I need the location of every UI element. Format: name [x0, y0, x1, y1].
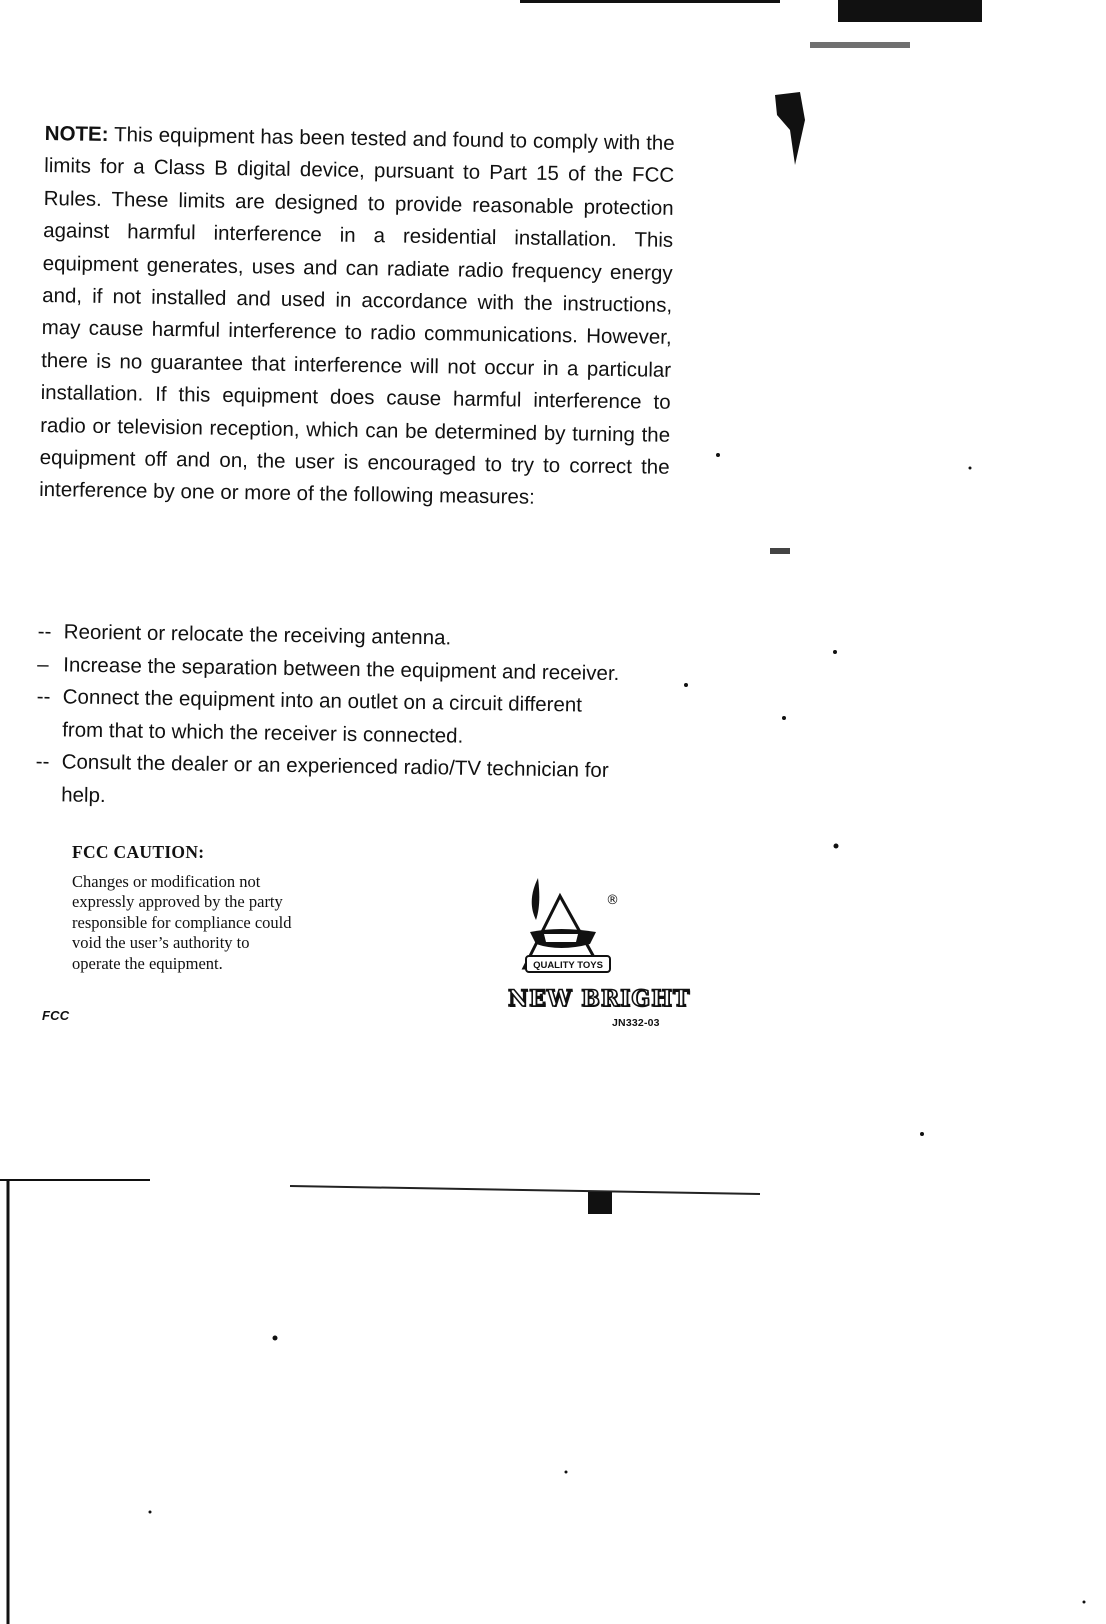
note-body: This equipment has been tested and found to comply with the limits for a Class B digital device, pursuant to Part 15 of the FCC Rules. These limits are designed to provide reasonable protection against harmful interference in a residential installation. This equipment generates, uses and can radiate radio frequency energy and, if not installed and used in accordance with the instructions, may cause harmful interference to radio communications. However, there is no guarantee that interference will not occur in a particular installation. If this equipment does cause harmful interference to radio or television reception, which can be determined by turning the equipment off and on, the user is encouraged to try to correct the interference by one or more of the following measures: — [38, 123, 675, 510]
measures-list — [35, 616, 698, 822]
list-dash: -- — [35, 750, 50, 774]
scan-edge-line — [520, 0, 780, 3]
scan-smudge — [838, 0, 982, 22]
note-lead: NOTE: — [44, 121, 109, 146]
scan-smudge — [770, 548, 790, 554]
list-dash: -- — [36, 685, 51, 709]
list-item-text: Reorient or relocate the receiving antenna. — [63, 620, 452, 650]
fcc-caution-block — [72, 842, 302, 975]
list-dash: – — [37, 652, 49, 676]
caution-heading: FCC CAUTION: — [72, 842, 205, 862]
flame-icon — [532, 878, 540, 920]
list-item-text: Connect the equipment into an outlet on a circuit different from that to which the receiver is connected. — [62, 685, 583, 748]
caution-body: Changes or modification not expressly approved by the party responsible for compliance could void the user’s authority to operate the equipment. — [72, 871, 292, 973]
scan-smudge — [775, 92, 805, 165]
logo-tagline: QUALITY TOYS — [533, 960, 603, 971]
list-dash: -- — [37, 619, 52, 644]
scan-smudge — [810, 42, 910, 48]
list-item — [36, 681, 697, 757]
list-item-text: Consult the dealer or an experienced radio/TV technician for help. — [61, 750, 609, 808]
fcc-note-paragraph — [39, 118, 675, 517]
list-item — [35, 746, 696, 822]
list-item-text: Increase the separation between the equipment and receiver. — [63, 652, 620, 685]
fcc-label: FCC — [42, 1008, 70, 1023]
scan-smudge — [588, 1192, 612, 1214]
registered-mark: ® — [606, 893, 619, 908]
brand-name: NEW BRIGHT — [508, 986, 691, 1012]
product-code: JN332-03 — [612, 1017, 660, 1029]
scan-edge-line — [290, 1186, 760, 1194]
